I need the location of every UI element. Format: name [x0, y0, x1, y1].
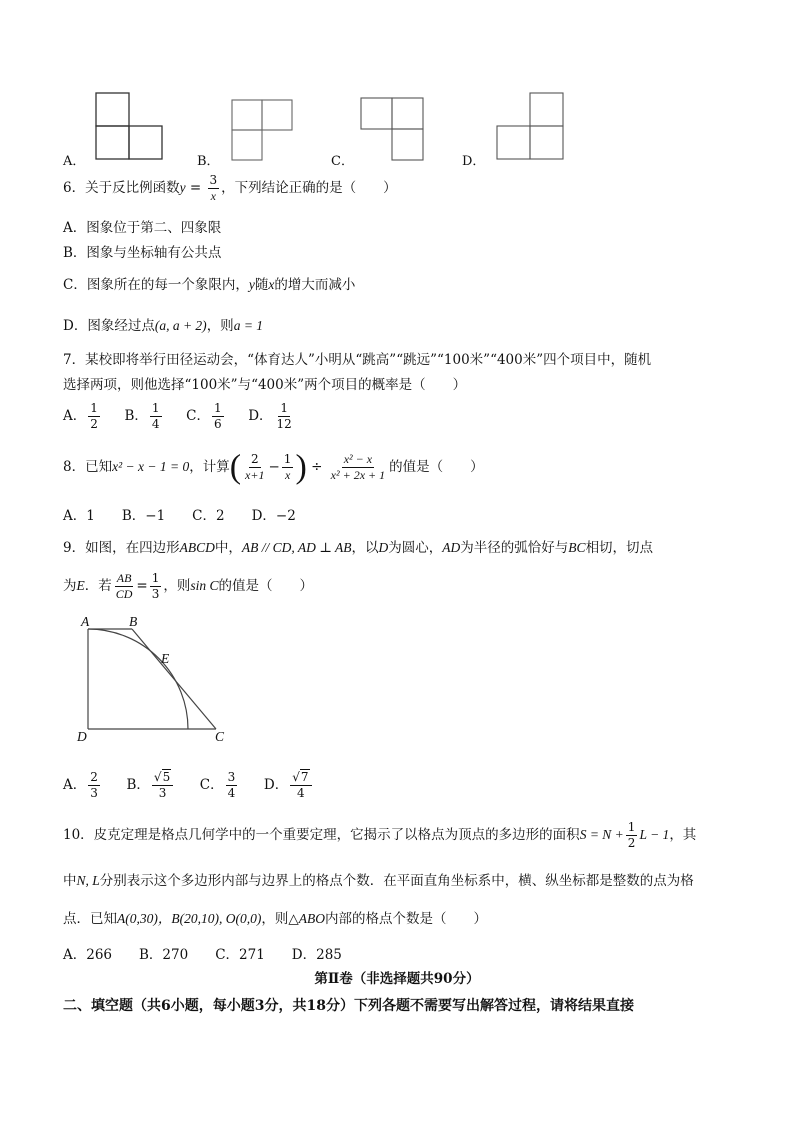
q5-figure-c — [361, 98, 427, 164]
q9-label-a: A — [81, 614, 90, 629]
q10-stem-line2: 中N, L分别表示这个多边形内部与边界上的格点个数．在平面直角坐标系中，横、纵坐标都是整数的点为格 — [63, 873, 694, 889]
q5-figure-d — [497, 93, 565, 161]
q7-stem-line1: 7．某校即将举行田径运动会，“体育达人”小明从“跳高”“跳远”“100米”“400米”四个项目中，随机 — [63, 352, 652, 368]
q5-option-a[interactable]: A． — [63, 154, 86, 169]
q9-label-c: C — [215, 729, 225, 744]
q9-option-b[interactable]: B． $\frac{√5}{3}$ — [126, 777, 175, 793]
q9-stem-line2: 为E．若 $\frac{AB}{CD}$ = $\frac{1}{3}$ ，则sin C的值是（ ） — [63, 571, 314, 601]
q10-stem-line1: 10．皮克定理是格点几何学中的一个重要定理，它揭示了以格点为顶点的多边形的面积S = N + $\frac{1}{2}$ L − 1，其 — [63, 820, 697, 850]
q9-label-b: B — [129, 614, 138, 629]
q9-options — [63, 764, 314, 806]
q6-option-c[interactable]: C．图象所在的每一个象限内，y随x的增大而减小 — [63, 277, 356, 293]
q7-option-d[interactable]: D． $\frac{1}{12}$ — [248, 401, 292, 431]
q6-option-b[interactable]: B．图象与坐标轴有公共点 — [63, 245, 222, 261]
q6-option-d[interactable]: D．图象经过点(a, a + 2)，则a = 1 — [63, 318, 264, 334]
q9-label-e: E — [161, 651, 170, 666]
q7-option-c[interactable]: C． $\frac{1}{6}$ — [186, 401, 222, 431]
q7-options — [63, 397, 296, 435]
q5-figure-a — [96, 93, 164, 161]
q10-stem-line3: 点．已知A(0,30)，B(20,10), O(0,0)，则△ABO内部的格点个数是（ ） — [63, 911, 487, 927]
q5-option-c[interactable]: C． — [331, 154, 354, 169]
q7-option-b[interactable]: B． $\frac{1}{4}$ — [124, 401, 160, 431]
q5-option-b[interactable]: B． — [197, 154, 220, 169]
q8-stem: 8．已知x² − x − 1 = 0，计算( $\frac{2}{x+1}$ − $\frac{1}{x}$ ) ÷ $\frac{\text{x² − x}}{\text{x² + 2x + 1}}$ 的值是（ ） — [63, 448, 484, 486]
section-2-title: 第Ⅱ卷（非选择题共90分） — [314, 971, 480, 987]
q10-options[interactable]: A．266 B．270 C．271 D．285 — [63, 947, 342, 963]
q9-option-d[interactable]: D． $\frac{√7}{4}$ — [264, 777, 314, 793]
q5-option-d[interactable]: D． — [462, 154, 486, 169]
q6-stem: 6．关于反比例函数y = $\frac{3}{x}$ ，下列结论正确的是（ ） — [63, 173, 397, 203]
q9-option-a[interactable]: A． $\frac{2}{3}$ — [63, 770, 98, 800]
q9-stem-line1: 9．如图，在四边形ABCD中，AB // CD, AD ⊥ AB，以D为圆心，AD为半径的弧恰好与BC相切，切点 — [63, 540, 654, 556]
fill-in-heading: 二、填空题（共6小题，每小题3分，共18分）下列各题不需要写出解答过程，请将结果直接 — [63, 998, 634, 1014]
q6-option-a[interactable]: A．图象位于第二、四象限 — [63, 220, 222, 236]
q7-option-a[interactable]: A． $\frac{1}{2}$ — [63, 401, 98, 431]
q7-stem-line2: 选择两项，则他选择“100米”与“400米”两个项目的概率是（ ） — [63, 377, 467, 393]
q8-options[interactable]: A．1 B．−1 C．2 D．−2 — [63, 508, 296, 524]
q9-option-c[interactable]: C． $\frac{3}{4}$ — [199, 770, 236, 800]
q9-label-d: D — [77, 729, 87, 744]
q5-figure-b — [232, 100, 296, 164]
